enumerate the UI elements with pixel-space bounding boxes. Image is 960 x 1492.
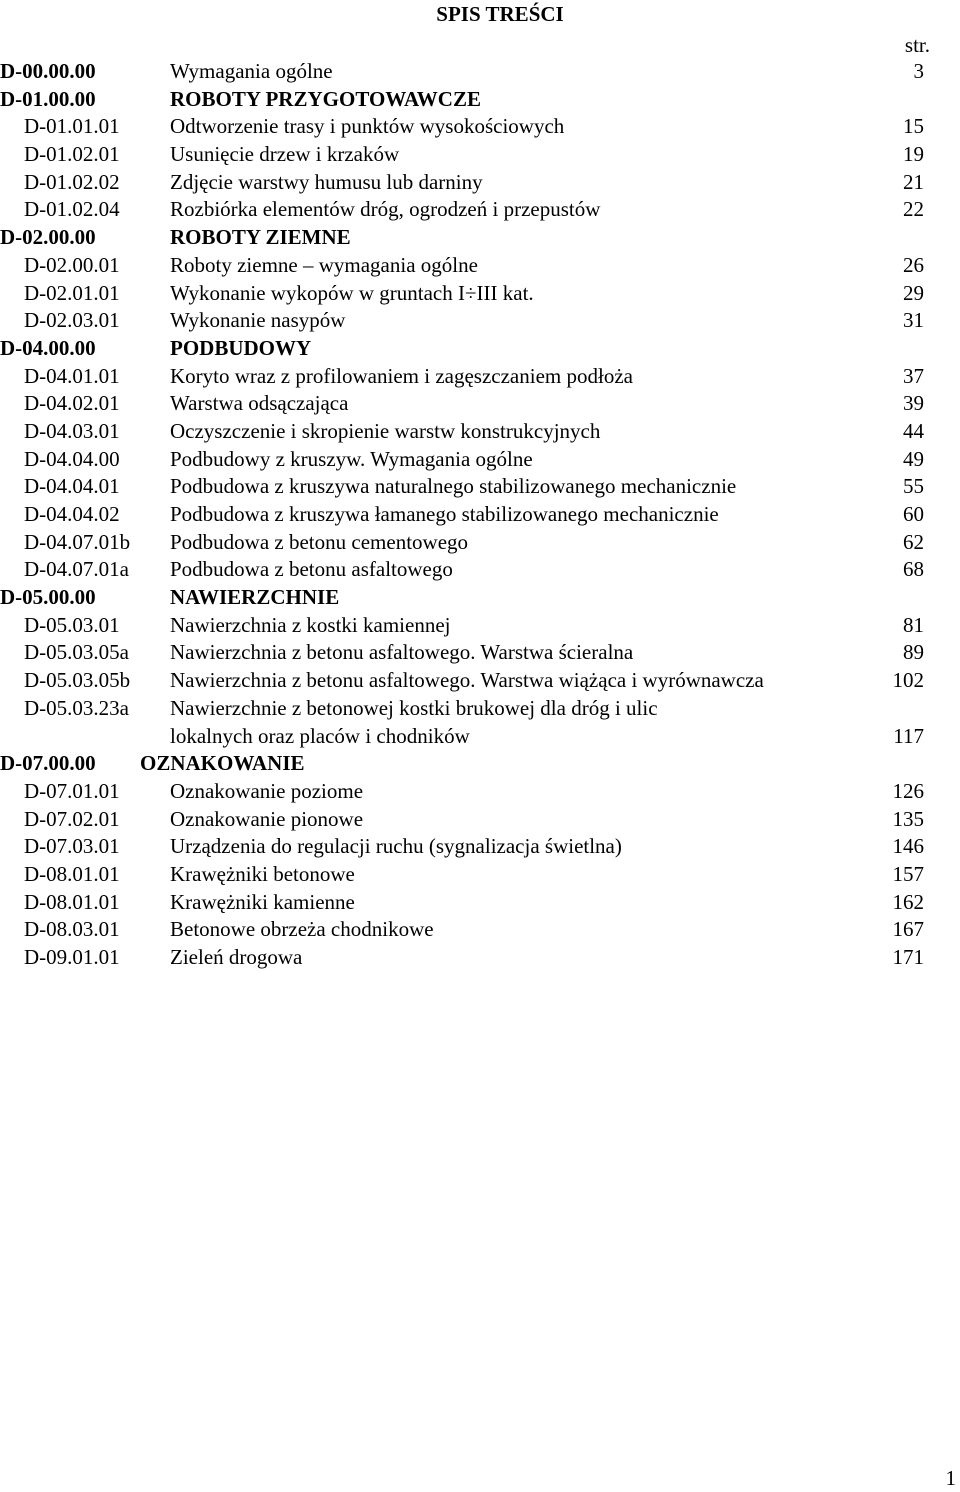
toc-entry-label: Oznakowanie pionowe <box>170 806 364 831</box>
page-title: SPIS TREŚCI <box>436 2 564 26</box>
toc-entry <box>0 556 960 584</box>
toc-entry <box>0 529 960 557</box>
toc-entry-label: Urządzenia do regulacji ruchu (sygnalizacja świetlna) <box>170 834 622 859</box>
toc-entry-page: 22 <box>903 197 924 222</box>
toc-entry-code: D-04.07.01a <box>24 557 129 582</box>
toc-entry-code: D-07.01.01 <box>24 778 120 803</box>
toc-entry-code: D-01.02.04 <box>24 197 120 222</box>
toc-entry-code: D-08.01.01 <box>24 889 120 914</box>
toc-entry <box>0 307 960 335</box>
toc-entry-code: D-01.02.02 <box>24 169 120 194</box>
toc-entry-page: 39 <box>903 391 924 416</box>
toc-entry-label: Koryto wraz z profilowaniem i zagęszczaniem podłoża <box>170 363 633 388</box>
toc-entry <box>0 252 960 280</box>
toc-entry-label: Wykonanie wykopów w gruntach I÷III kat. <box>170 280 534 305</box>
toc-entry <box>0 916 960 944</box>
toc-entry-code: D-04.00.00 <box>0 335 96 360</box>
toc-entry <box>0 169 960 197</box>
toc-section-heading <box>0 58 960 86</box>
toc-entry-code: D-01.02.01 <box>24 142 120 167</box>
toc-entry-code: D-09.01.01 <box>24 945 120 969</box>
toc-section-heading <box>0 584 960 612</box>
toc-entry <box>0 280 960 308</box>
toc-entry-code: D-05.03.05b <box>24 668 131 693</box>
toc-entry <box>0 473 960 501</box>
toc-entry-code: D-04.04.01 <box>24 474 120 499</box>
toc-entry-code: D-08.03.01 <box>24 917 120 942</box>
toc-entry-page: 49 <box>903 446 924 471</box>
toc-entry-code: D-04.07.01b <box>24 529 131 554</box>
toc-entry-label: Zdjęcie warstwy humusu lub darniny <box>170 169 483 194</box>
toc-entry <box>0 723 960 751</box>
toc-entry-label: Warstwa odsączająca <box>170 391 349 416</box>
toc-entry-label: Oznakowanie poziome <box>170 778 364 803</box>
toc-section-heading <box>0 224 960 252</box>
toc-entry <box>0 418 960 446</box>
toc-entry-code: D-04.04.00 <box>24 446 120 471</box>
toc-entry-page: 31 <box>903 308 924 333</box>
toc-entry-page: 3 <box>913 59 924 83</box>
toc-entry-code: D-01.00.00 <box>0 86 96 111</box>
toc-entry-label: Nawierzchnia z betonu asfaltowego. Warstwa ścieralna <box>170 640 634 665</box>
toc-entry <box>0 446 960 474</box>
toc-entry <box>0 833 960 861</box>
toc-entry-code: D-04.01.01 <box>24 363 120 388</box>
toc-entry-label: Nawierzchnia z betonu asfaltowego. Warstwa wiążąca i wyrównawcza <box>170 668 764 693</box>
toc-entry-label: Zieleń drogowa <box>170 945 303 969</box>
toc-entry-label: Usunięcie drzew i krzaków <box>170 142 400 167</box>
toc-entry-label: Wykonanie nasypów <box>170 308 346 333</box>
toc-entry-code: D-01.01.01 <box>24 114 120 139</box>
toc-entry-page: 135 <box>892 806 924 831</box>
toc-entry-page: 157 <box>892 861 924 886</box>
page-column-label: str. <box>904 33 930 57</box>
toc-entry <box>0 667 960 695</box>
toc-entry <box>0 113 960 141</box>
toc-entry <box>0 806 960 834</box>
toc-entry-code: D-05.00.00 <box>0 585 96 610</box>
toc-entry-page: 37 <box>903 363 924 388</box>
toc-entry-page: 171 <box>892 945 924 969</box>
toc-entry-label: Krawężniki kamienne <box>170 889 355 914</box>
toc-entry-label: Podbudowy z kruszyw. Wymagania ogólne <box>170 446 533 471</box>
toc-entry-page: 146 <box>892 834 924 859</box>
toc-entry-code: D-02.01.01 <box>24 280 120 305</box>
toc-section-heading <box>0 335 960 363</box>
toc-entry-label: Oczyszczenie i skropienie warstw konstrukcyjnych <box>170 418 601 443</box>
toc-entry-label: Krawężniki betonowe <box>170 861 355 886</box>
toc-entry-label: Wymagania ogólne <box>170 59 333 83</box>
toc-entry-page: 68 <box>903 557 924 582</box>
toc-entry-label: ROBOTY PRZYGOTOWAWCZE <box>170 86 481 111</box>
toc-entry-code: D-05.03.23a <box>24 695 129 720</box>
toc-entry-page: 62 <box>903 529 924 554</box>
toc-entry-code: D-02.00.00 <box>0 225 96 250</box>
toc-entry-label: Roboty ziemne – wymagania ogólne <box>170 252 478 277</box>
toc-entry <box>0 141 960 169</box>
toc-entry-page: 19 <box>903 142 924 167</box>
toc-entry-page: 81 <box>903 612 924 637</box>
toc-entry-page: 60 <box>903 502 924 526</box>
toc-entry-label: Odtworzenie trasy i punktów wysokościowych <box>170 114 565 139</box>
toc-entry <box>0 695 960 723</box>
toc-entry-label: Nawierzchnia z kostki kamiennej <box>170 612 451 637</box>
toc-entry-label: Rozbiórka elementów dróg, ogrodzeń i przepustów <box>170 197 601 222</box>
toc-entry-code: D-02.03.01 <box>24 308 120 333</box>
toc-entry-page: 117 <box>893 723 924 748</box>
toc-entry-code: D-00.00.00 <box>0 59 96 83</box>
toc-entry-code: D-07.03.01 <box>24 834 120 859</box>
toc-entry <box>0 889 960 917</box>
toc-entry-page: 26 <box>903 252 924 277</box>
toc-entry <box>0 363 960 391</box>
toc-entry-page: 15 <box>903 114 924 139</box>
toc-entry-page: 162 <box>892 889 924 914</box>
toc-entry-label: Podbudowa z betonu asfaltowego <box>170 557 453 582</box>
toc-entry-label: PODBUDOWY <box>170 335 312 360</box>
toc-entry <box>0 390 960 418</box>
toc-entry-page: 29 <box>903 280 924 305</box>
toc-entry-page: 44 <box>903 418 924 443</box>
toc-entry-label: Podbudowa z betonu cementowego <box>170 529 469 554</box>
toc-entry-code: D-04.02.01 <box>24 391 120 416</box>
toc-entry-code: D-02.00.01 <box>24 252 120 277</box>
toc-entry <box>0 196 960 224</box>
toc-entry-page: 167 <box>892 917 924 942</box>
toc-entry-page: 89 <box>903 640 924 665</box>
toc-entry-code: D-07.02.01 <box>24 806 120 831</box>
toc-entry-code: D-05.03.01 <box>24 612 120 637</box>
toc-entry <box>0 778 960 806</box>
toc-entry-label: NAWIERZCHNIE <box>170 585 340 610</box>
toc-entry-code: D-05.03.05a <box>24 640 129 665</box>
toc-entry <box>0 501 960 529</box>
toc-entry-code: D-08.01.01 <box>24 861 120 886</box>
toc-entry-label: lokalnych oraz placów i chodników <box>170 723 470 748</box>
toc-entry-label: Podbudowa z kruszywa naturalnego stabilizowanego mechanicznie <box>170 474 737 499</box>
toc-entry <box>0 944 960 972</box>
toc-entry-code: D-04.03.01 <box>24 418 120 443</box>
toc-section-heading <box>0 750 960 778</box>
toc-entry-page: 21 <box>903 169 924 194</box>
toc-entry-page: 102 <box>892 668 924 693</box>
table-of-contents <box>0 58 960 972</box>
toc-entry-page: 126 <box>892 778 924 803</box>
toc-entry-code: D-07.00.00 <box>0 751 96 776</box>
toc-entry <box>0 639 960 667</box>
toc-entry <box>0 861 960 889</box>
toc-entry-code: D-04.04.02 <box>24 502 120 526</box>
toc-section-heading <box>0 86 960 114</box>
toc-entry-label: Podbudowa z kruszywa łamanego stabilizowanego mechanicznie <box>170 502 719 526</box>
toc-entry-label: ROBOTY ZIEMNE <box>170 225 351 250</box>
toc-entry-label: Nawierzchnie z betonowej kostki brukowej dla dróg i ulic <box>170 695 658 720</box>
footer-page-number: 1 <box>945 1466 956 1490</box>
toc-entry-label: Betonowe obrzeża chodnikowe <box>170 917 434 942</box>
toc-entry-page: 55 <box>903 474 924 499</box>
toc-entry <box>0 612 960 640</box>
toc-entry-label: OZNAKOWANIE <box>140 751 305 776</box>
